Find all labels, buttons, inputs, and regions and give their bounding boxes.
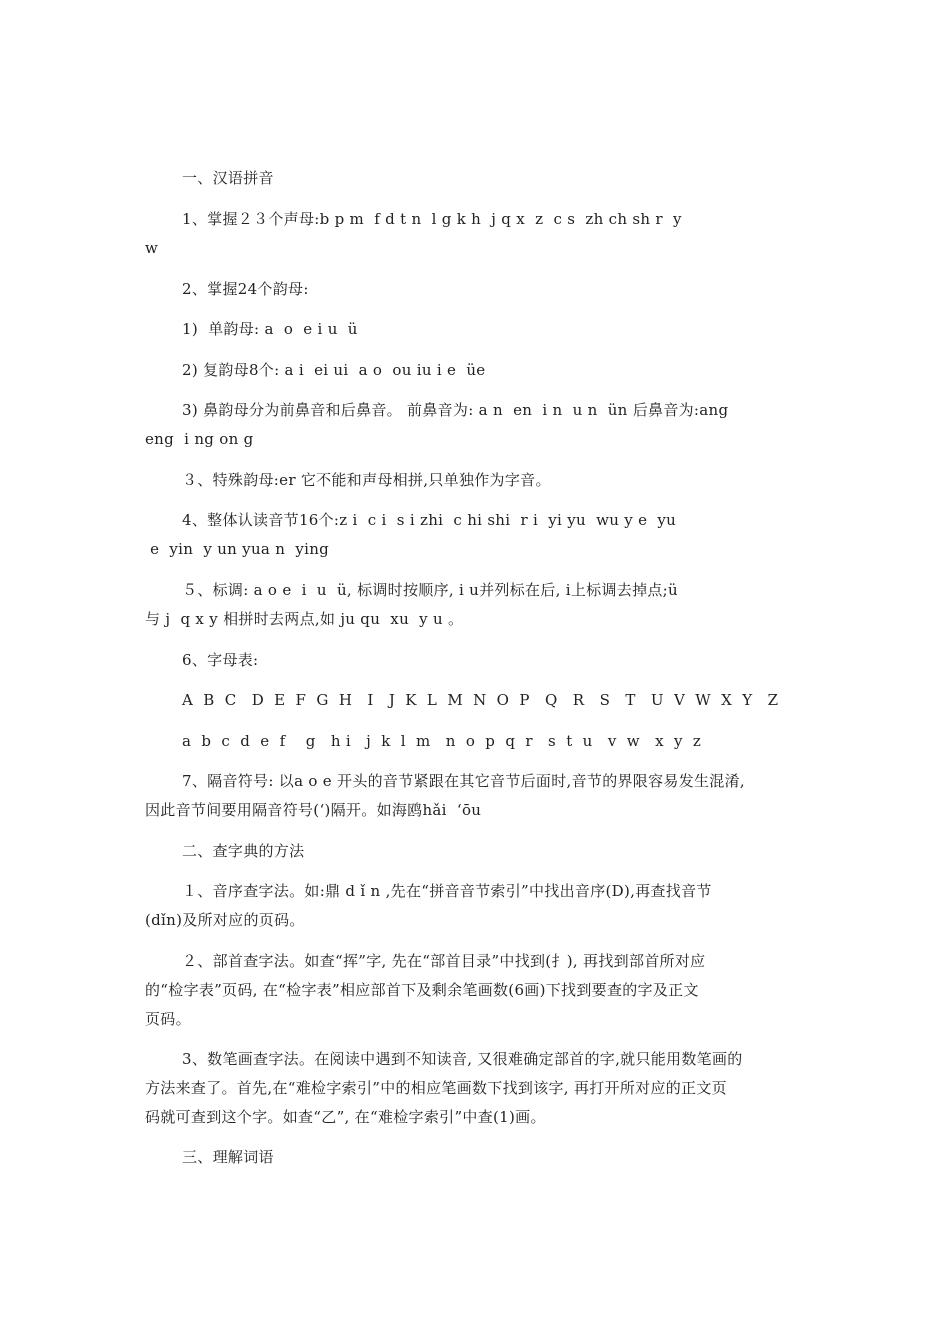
paragraph-radical-lookup-cont2: 页码。 — [145, 1010, 191, 1028]
paragraph-stroke-lookup-cont1: 方法来查了。首先,在“难检字索引”中的相应笔画数下找到该字, 再打开所对应的正文页 — [145, 1079, 727, 1097]
paragraph-compound-finals: 2) 复韵母8个: a i ei ui a o ou iu i e üe — [182, 361, 486, 379]
paragraph-separator: 7、隔音符号: 以a o e 开头的音节紧跟在其它音节后面时,音节的界限容易发生混淆, — [182, 772, 745, 790]
paragraph-tone-marks: ５、标调: a o e i u ü, 标调时按顺序, i u并列标在后, i上标调去掉点;ü — [182, 581, 678, 599]
paragraph-initials: 1、掌握２３个声母:b p m f d t n l g k h j q x z c s zh ch sh r y — [182, 210, 682, 228]
paragraph-whole-syllables: 4、整体认读音节16个:z i c i s i zhi c hi shi r i yi yu wu y e yu — [182, 511, 677, 529]
section-heading-pinyin: 一、汉语拼音 — [182, 169, 274, 187]
paragraph-single-finals: 1) 单韵母: a o e i u ü — [182, 320, 358, 338]
section-heading-dictionary: 二、查字典的方法 — [182, 842, 305, 860]
alphabet-uppercase: A B C D E F G H I J K L M N O P Q R S T U V W X Y Z — [182, 691, 779, 709]
paragraph-finals: 2、掌握24个韵母: — [182, 280, 309, 298]
paragraph-tone-marks-cont: 与 j q x y 相拼时去两点,如 ju qu xu y u 。 — [145, 610, 464, 628]
paragraph-radical-lookup: ２、部首查字法。如查“挥”字, 先在“部首目录”中找到(扌), 再找到部首所对应 — [182, 952, 706, 970]
paragraph-phonetic-lookup-cont: (dǐn)及所对应的页码。 — [145, 911, 305, 929]
paragraph-stroke-lookup-cont2: 码就可查到这个字。如查“乙”, 在“难检字索引”中查(1)画。 — [145, 1108, 546, 1126]
paragraph-nasal-finals-cont: eng i ng on g — [145, 430, 254, 448]
alphabet-lowercase: a b c d e f g h i j k l m n o p q r s t u v w x y z — [182, 732, 702, 750]
paragraph-whole-syllables-cont: e yin y un yua n ying — [145, 540, 330, 558]
paragraph-stroke-lookup: 3、数笔画查字法。在阅读中遇到不知读音, 又很难确定部首的字,就只能用数笔画的 — [182, 1050, 743, 1068]
paragraph-initials-cont: w — [145, 239, 159, 257]
paragraph-radical-lookup-cont1: 的“检字表”页码, 在“检字表”相应部首下及剩余笔画数(6画)下找到要查的字及正文 — [145, 981, 699, 999]
section-heading-vocabulary: 三、理解词语 — [182, 1148, 274, 1166]
paragraph-separator-cont: 因此音节间要用隔音符号(‘)隔开。如海鸥hǎi ‘ōu — [145, 801, 482, 819]
paragraph-special-final: ３、特殊韵母:er 它不能和声母相拼,只单独作为字音。 — [182, 471, 551, 489]
paragraph-alphabet-title: 6、字母表: — [182, 651, 259, 669]
paragraph-nasal-finals: 3) 鼻韵母分为前鼻音和后鼻音。 前鼻音为: a n en i n u n ün 后鼻音为:ang — [182, 401, 729, 419]
paragraph-phonetic-lookup: １、音序查字法。如:鼎 d ǐ n ,先在“拼音音节索引”中找出音序(D),再查找音节 — [182, 882, 712, 900]
